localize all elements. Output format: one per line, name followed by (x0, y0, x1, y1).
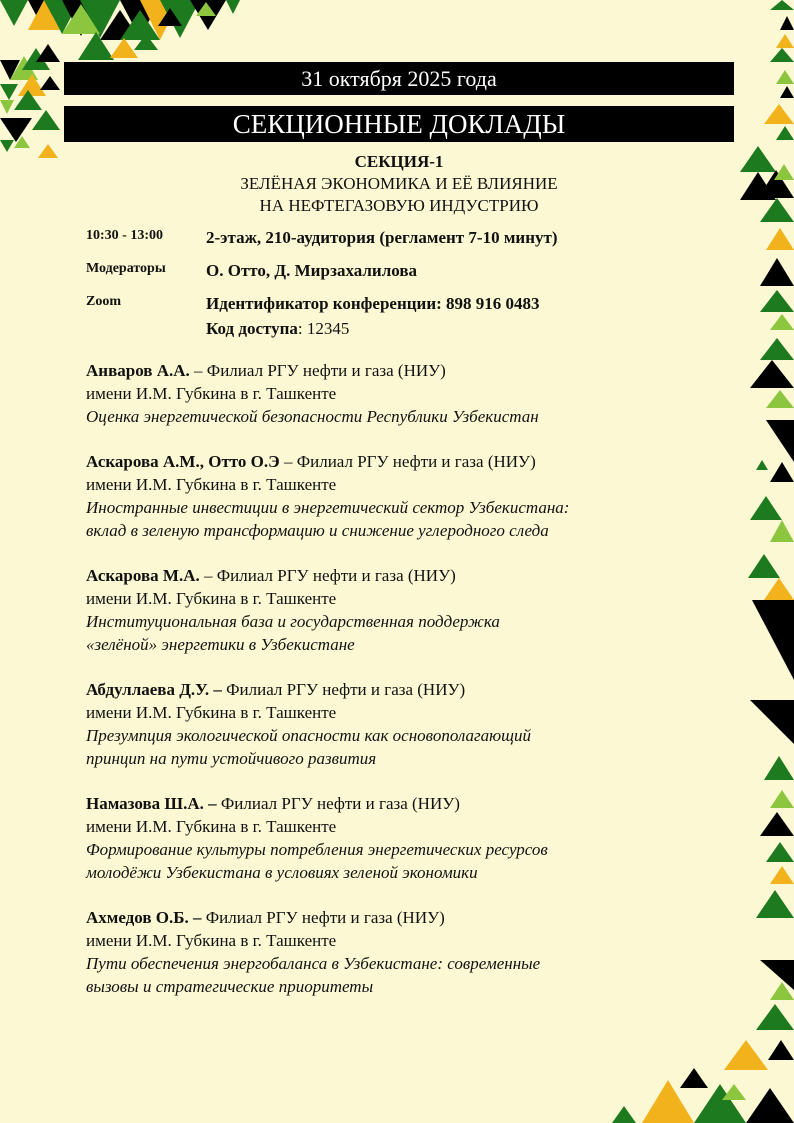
talk-title: Формирование культуры потребления энергетических ресурсов (86, 840, 548, 859)
talk-title-line2: молодёжи Узбекистана в условиях зеленой экономики (86, 863, 478, 882)
talk-affiliation: Филиал РГУ нефти и газа (НИУ) (201, 908, 445, 927)
talk-author: Анваров А.А. (86, 361, 190, 380)
date-banner (64, 62, 734, 95)
talk-item (86, 450, 666, 542)
talk-title: Презумпция экологической опасности как основополагающий (86, 726, 531, 745)
zoom-code-value: : 12345 (297, 319, 350, 338)
zoom-code-label: Код доступа (206, 319, 298, 338)
talk-author: Абдуллаева Д.У. – (86, 680, 222, 699)
zoom-code (206, 316, 646, 341)
talk-item (86, 678, 666, 770)
talk-author: Намазова Ш.А. – (86, 794, 217, 813)
talk-title-line2: принцип на пути устойчивого развития (86, 749, 377, 768)
talk-affiliation: – Филиал РГУ нефти и газа (НИУ) (199, 566, 456, 585)
talk-list (86, 359, 666, 1020)
talk-affiliation-line2: имени И.М. Губкина в г. Ташкенте (86, 817, 337, 836)
talk-title-line2: вызовы и стратегические приоритеты (86, 977, 374, 996)
date-text: 31 октября 2025 года (301, 66, 497, 91)
zoom-id: Идентификатор конференции: 898 916 0483 (206, 294, 540, 313)
talk-affiliation-line2: имени И.М. Губкина в г. Ташкенте (86, 931, 337, 950)
talk-title: Оценка энергетической безопасности Республики Узбекистан (86, 407, 539, 426)
talk-title-line2: вклад в зеленую трансформацию и снижение углеродного следа (86, 521, 549, 540)
talk-item (86, 906, 666, 998)
talk-title: Пути обеспечения энергобаланса в Узбекистане: современные (86, 954, 541, 973)
section-name-line2: НА НЕФТЕГАЗОВУЮ ИНДУСТРИЮ (259, 196, 539, 215)
talk-title-line2: «зелёной» энергетики в Узбекистане (86, 635, 355, 654)
section-name-line1: ЗЕЛЁНАЯ ЭКОНОМИКА И ЕЁ ВЛИЯНИЕ (240, 174, 558, 193)
talk-author: Ахмедов О.Б. – (86, 908, 202, 927)
talk-item (86, 792, 666, 884)
talk-title: Иностранные инвестиции в энергетический сектор Узбекистана: (86, 498, 570, 517)
moderators-value: О. Отто, Д. Мирзахалилова (206, 261, 418, 280)
section-number: СЕКЦИЯ-1 (354, 152, 444, 171)
talk-item (86, 564, 666, 656)
talk-affiliation-line2: имени И.М. Губкина в г. Ташкенте (86, 475, 337, 494)
talk-item (86, 359, 666, 428)
talk-author: Аскарова М.А. (86, 566, 200, 585)
talk-author: Аскарова А.М., Отто О.Э (86, 452, 280, 471)
talk-affiliation: Филиал РГУ нефти и газа (НИУ) (216, 794, 460, 813)
moderators-label: Модераторы (86, 261, 166, 276)
talk-affiliation-line2: имени И.М. Губкина в г. Ташкенте (86, 703, 337, 722)
section-header (64, 151, 734, 217)
talk-affiliation: – Филиал РГУ нефти и газа (НИУ) (279, 452, 536, 471)
talk-affiliation-line2: имени И.М. Губкина в г. Ташкенте (86, 384, 337, 403)
talk-affiliation: Филиал РГУ нефти и газа (НИУ) (221, 680, 466, 699)
page-title: СЕКЦИОННЫЕ ДОКЛАДЫ (232, 109, 566, 139)
time-value: 2-этаж, 210-аудитория (регламент 7-10 минут) (206, 228, 558, 247)
talk-affiliation-line2: имени И.М. Губкина в г. Ташкенте (86, 589, 337, 608)
title-banner (64, 106, 734, 142)
time-label: 10:30 - 13:00 (86, 228, 163, 243)
talk-title: Институциональная база и государственная поддержка (86, 612, 500, 631)
zoom-label: Zoom (86, 294, 121, 309)
talk-affiliation: – Филиал РГУ нефти и газа (НИУ) (189, 361, 446, 380)
